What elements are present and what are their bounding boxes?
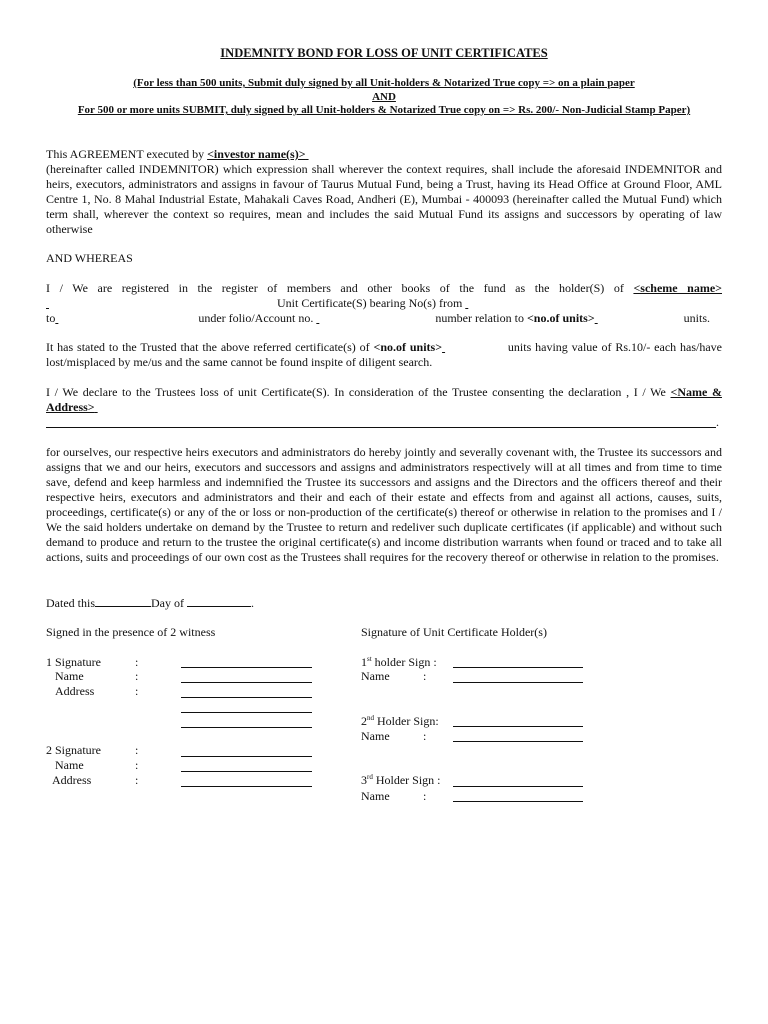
document-title: INDEMNITY BOND FOR LOSS OF UNIT CERTIFICATES: [220, 46, 548, 60]
name-address-placeholder: <Name & Address>: [46, 385, 722, 414]
stated-text-1: It has stated to the Trusted that the above referred certificate(s) of: [46, 340, 374, 354]
agreement-body: (hereinafter called INDEMNITOR) which expression shall wherever the context requires, shall include the aforesaid INDEMNITOR and heirs, executors, administrators and assigns in favour of Taurus Mutual Fund, being a Trust, having its Head Office at Ground Floor, AML Centre 1, No. 8 Mahal Industrial Estate, Mahakali Caves Road, Andheri (E), Mumbai - 400093 (hereinafter called the Mutual Fund) which term shall, wherever the context so requires, mean and includes the said Mutual Fund its assigns and successors by operating of law otherwise: [46, 162, 722, 236]
units-placeholder: <no.of units>: [526, 311, 595, 325]
witness1-address-blank-2: [181, 712, 312, 713]
holder1-name-colon: :: [423, 669, 427, 683]
holder1-name-label: Name: [361, 669, 390, 683]
witness2-name-label: Name: [55, 758, 84, 772]
witness1-address-blank-1: [181, 697, 312, 698]
dated-line: [46, 595, 254, 611]
dated-month-blank: [187, 595, 251, 607]
registration-text-4: under folio/Account no.: [195, 311, 317, 325]
investor-name-blank: [306, 147, 570, 162]
registration-text-5: number relation to: [432, 311, 527, 325]
instruction-and: AND: [372, 91, 396, 103]
witness2-name-colon: :: [135, 758, 139, 772]
witness2-address-colon: :: [135, 773, 139, 787]
name-address-blank-2: [46, 427, 716, 428]
name-address-blank-1: [95, 400, 695, 415]
holder1-name-blank: [453, 682, 583, 683]
agreement-intro: This AGREEMENT executed by: [46, 147, 208, 161]
witness-heading: Signed in the presence of 2 witness: [46, 625, 216, 639]
holder3-name-colon: :: [423, 789, 427, 803]
declaration-paragraph: [46, 385, 722, 415]
scheme-name-blank: [46, 296, 274, 311]
witness1-signature-blank: [181, 667, 312, 668]
agreement-paragraph: [46, 147, 722, 237]
stated-paragraph: [46, 340, 722, 370]
dated-text-2: Day of: [151, 596, 187, 610]
instruction-stamp-paper: For 500 or more units SUBMIT, duly signed by all Unit-holders & Notarized True copy on => Rs. 200/- Non-Judicial Stamp Paper): [77, 104, 691, 116]
witness2-address-blank: [181, 786, 312, 787]
registration-text-3: to: [46, 311, 56, 325]
holder3-sign-label: 3rd Holder Sign :: [361, 773, 441, 787]
registration-text-1: I / We are registered in the register of members and other books of the fund as the holder(S) of: [46, 281, 634, 295]
witness1-name-label: Name: [55, 669, 84, 683]
dated-day-blank: [95, 595, 151, 607]
witness1-address-label: Address: [55, 684, 95, 698]
registration-paragraph: [46, 281, 722, 326]
declare-end: .: [716, 415, 719, 429]
holder3-name-label: Name: [361, 789, 390, 803]
witness2-name-blank: [181, 771, 312, 772]
holder1-sign-blank: [453, 667, 583, 668]
investor-name-placeholder: <investor name(s)>: [207, 147, 306, 161]
scheme-name-placeholder: <scheme name>: [633, 281, 722, 295]
holder2-sign-blank: [453, 726, 583, 727]
holder2-name-label: Name: [361, 729, 390, 743]
folio-number-blank: [316, 311, 432, 326]
holder3-sign-blank: [453, 786, 583, 787]
stated-text-2: units having value of Rs.10/- each has/have lost/misplaced by me/us and the same cannot be found inspite of diligent search.: [46, 340, 723, 369]
holder1-sign-label: 1st holder Sign :: [361, 655, 437, 669]
registration-text-6: units.: [680, 311, 711, 325]
and-whereas-heading: AND WHEREAS: [46, 251, 133, 265]
instruction-plain-paper: (For less than 500 units, Submit duly signed by all Unit-holders & Notarized True copy => on a plain paper: [133, 77, 635, 89]
witness1-address-colon: :: [135, 684, 139, 698]
witness2-address-label: Address: [52, 773, 92, 787]
stated-units-placeholder: <no.of units>: [373, 340, 443, 354]
dated-end: .: [251, 596, 254, 610]
holder2-sign-label: 2nd Holder Sign:: [361, 714, 439, 728]
dated-text-1: Dated this: [46, 596, 95, 610]
certificate-to-blank: [55, 311, 195, 326]
witness1-address-blank-3: [181, 727, 312, 728]
witness2-signature-label: 2 Signature: [46, 743, 101, 757]
witness2-signature-blank: [181, 756, 312, 757]
certificate-from-blank: [465, 296, 565, 311]
witness1-name-colon: :: [135, 669, 139, 683]
holders-heading: Signature of Unit Certificate Holder(s): [361, 625, 547, 639]
holder2-name-blank: [453, 741, 583, 742]
witness2-signature-colon: :: [135, 743, 139, 757]
covenant-paragraph: for ourselves, our respective heirs executors and administrators do hereby jointly and severally covenant with, the Trustee its successors and assigns that we and our heirs, executors and successors and assigns and administrators respectively will at all times and from time to time save, defend and keep harmless and indemnified the Trustee its successors and assigns and the Directors and the officers thereof and their respective heirs, executors and administrators and their and each of their estate and effects from and against all actions, causes, suits, proceedings, certificate(s) or any of the or loss or non-production of the certificate(s) thereof or otherwise in relation to the promises and I / We the said holders undertake on demand by the Trustee to return and redeliver such duplicate certificates (if applicable) and without such demand to produce and return to the trustee the original certificate(s) and income distribution warrants when found or traced and to take all actions, suits and proceedings of our own cost as the Trustees shall requires for the recovery thereof or otherwise in relation to the promises.: [46, 445, 722, 564]
holder2-name-colon: :: [423, 729, 427, 743]
witness1-name-blank: [181, 682, 312, 683]
holder3-name-blank: [453, 801, 583, 802]
units-blank: [595, 311, 681, 326]
witness1-signature-label: 1 Signature: [46, 655, 101, 669]
stated-units-blank: [442, 340, 504, 355]
declare-text-1: I / We declare to the Trustees loss of unit Certificate(S). In consideration of the Trustee consenting the declaration , I / We: [46, 385, 671, 399]
witness1-signature-colon: :: [135, 655, 139, 669]
registration-text-2: Unit Certificate(S) bearing No(s) from: [274, 296, 466, 310]
